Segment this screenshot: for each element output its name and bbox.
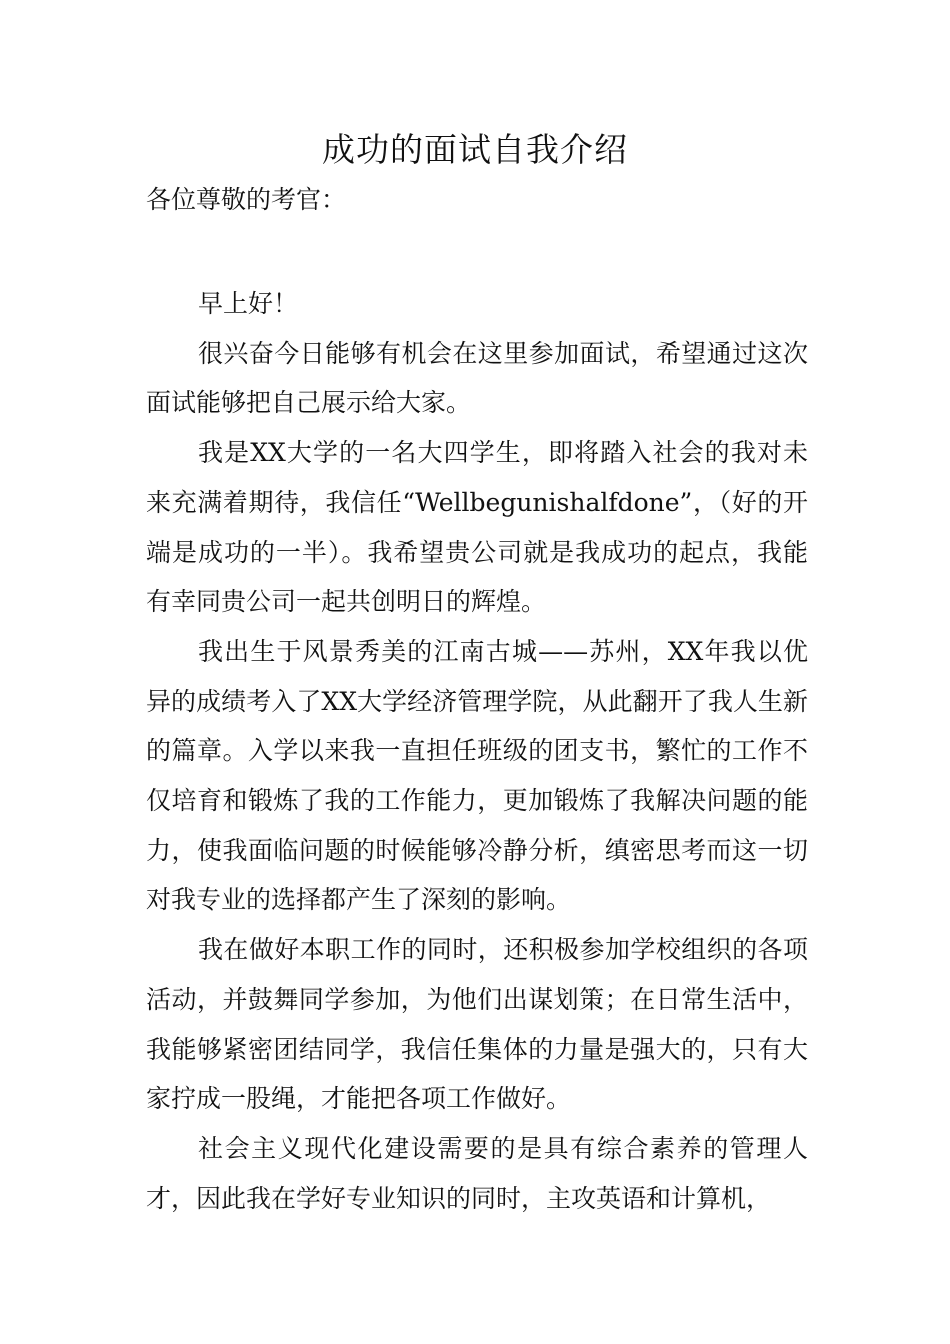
paragraph: 社会主义现代化建设需要的是具有综合素养的管理人才，因此我在学好专业知识的同时，主攻英语和计算机， [146,1133,808,1213]
document-body [146,279,808,1223]
paragraph-greeting: 早上好！ [198,289,299,318]
salutation: 各位尊敬的考官： [146,185,347,214]
paragraph: 我是XX大学的一名大四学生，即将踏入社会的我对未来充满着期待，我信任“Wellbegunishalfdone”，（好的开端是成功的一半）。我希望贵公司就是我成功的起点，我能有幸同贵公司一起共创明日的辉煌。 [146,438,808,617]
paragraph: 我在做好本职工作的同时，还积极参加学校组织的各项活动，并鼓舞同学参加，为他们出谋划策；在日常生活中，我能够紧密团结同学，我信任集体的力量是强大的，只有大家拧成一股绳，才能把各项工作做好。 [146,935,808,1114]
paragraph: 很兴奋今日能够有机会在这里参加面试，希望通过这次面试能够把自己展示给大家。 [146,338,808,418]
document-title: 成功的面试自我介绍 [322,130,628,169]
paragraph: 我出生于风景秀美的江南古城——苏州，XX年我以优异的成绩考入了XX大学经济管理学院，从此翻开了我人生新的篇章。入学以来我一直担任班级的团支书，繁忙的工作不仅培育和锻炼了我的工作能力，更加锻炼了我解决问题的能力，使我面临问题的时候能够冷静分析，缜密思考而这一切对我专业的选择都产生了深刻的影响。 [146,636,808,915]
